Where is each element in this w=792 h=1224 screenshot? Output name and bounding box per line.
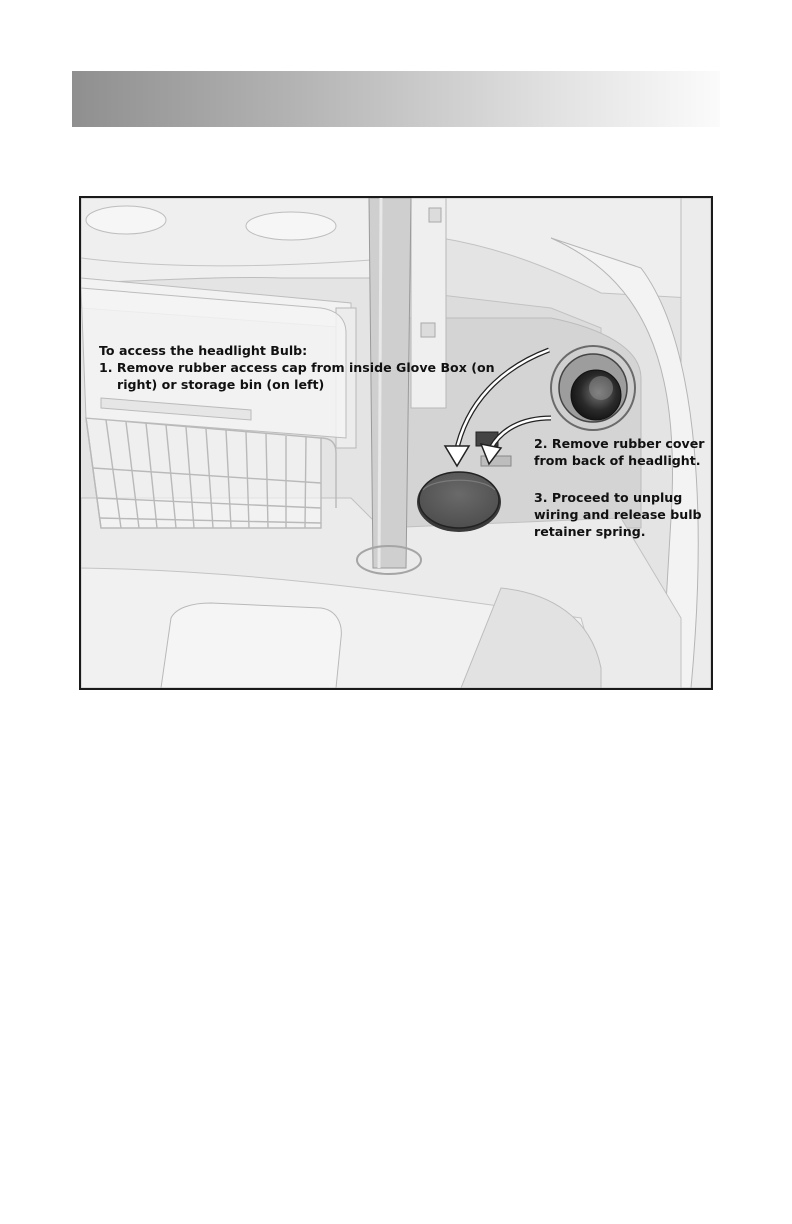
callout-step-1-text: 1. Remove rubber access cap from inside Glove Box (on right) or storage bin (on left) (99, 360, 495, 392)
callout-step-3 (534, 489, 709, 540)
callout-step-2 (534, 435, 709, 469)
callout-intro: To access the headlight Bulb: (99, 343, 308, 358)
callout-step-3-text: 3. Proceed to unplug wiring and release bulb retainer spring. (534, 490, 702, 539)
callout-step-2-text: 2. Remove rubber cover from back of headlight. (534, 436, 705, 468)
headlight-access-illustration (79, 196, 713, 690)
section-header-bar (72, 71, 720, 127)
callout-step-1 (99, 342, 519, 393)
